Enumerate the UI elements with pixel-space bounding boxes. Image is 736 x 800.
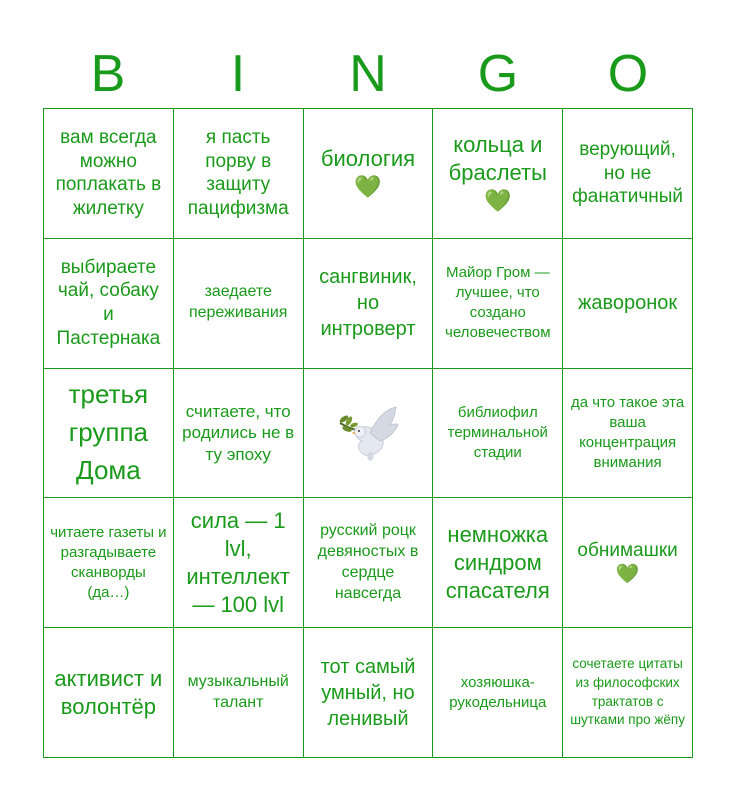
cell-text: выбираете чай, собаку и Пастернака: [56, 256, 161, 349]
cell-text: музыкальный талант: [187, 672, 289, 711]
bingo-cell[interactable]: [44, 239, 174, 369]
cell-text: верующий, но не фанатичный: [572, 138, 683, 208]
cell-text: обнимашки: [577, 540, 678, 562]
bingo-cell[interactable]: [44, 628, 174, 758]
cell-text: третья группа Дома: [68, 379, 149, 485]
header-letter-g: G: [477, 45, 519, 103]
bingo-header: [43, 40, 693, 108]
bingo-cell[interactable]: [433, 109, 563, 239]
cell-text: хозяюшка-рукодельница: [449, 673, 547, 711]
dove-with-olive-branch-icon: [336, 403, 400, 463]
bingo-cell[interactable]: [44, 109, 174, 239]
cell-text: библиофил терминальной стадии: [447, 404, 548, 461]
cell-text: читаете газеты и разгадываете сканворды (да…): [50, 523, 167, 601]
bingo-grid: [43, 108, 693, 758]
header-letter-i: I: [230, 45, 246, 103]
bingo-cell[interactable]: [304, 239, 434, 369]
header-letter-b: B: [90, 45, 126, 103]
bingo-cell[interactable]: [563, 369, 693, 499]
bingo-cell[interactable]: [304, 498, 434, 628]
cell-text: считаете, что родились не в ту эпоху: [182, 402, 295, 464]
cell-text: заедаете переживания: [188, 283, 288, 322]
cell-text: русский роцк девяностых в сердце навсегда: [317, 522, 419, 602]
bingo-cell[interactable]: [44, 498, 174, 628]
cell-text: сангвиник, но интроверт: [319, 266, 417, 341]
green-heart-icon: 💚: [484, 188, 512, 214]
bingo-cell[interactable]: [44, 369, 174, 499]
cell-text: сила — 1 lvl, интеллект — 100 lvl: [186, 507, 291, 617]
cell-text: сочетаете цитаты из философских трактатов с шутками про жёпу: [570, 655, 685, 728]
bingo-cell[interactable]: [174, 628, 304, 758]
bingo-cell[interactable]: [304, 109, 434, 239]
bingo-cell[interactable]: [174, 369, 304, 499]
bingo-cell[interactable]: [563, 628, 693, 758]
bingo-cell[interactable]: [563, 109, 693, 239]
bingo-cell[interactable]: [433, 498, 563, 628]
cell-text: да что такое эта ваша концентрация внимания: [570, 394, 685, 471]
cell-text: я пасть порву в защиту пацифизма: [187, 126, 289, 220]
bingo-cell[interactable]: [433, 369, 563, 499]
bingo-cell[interactable]: [174, 239, 304, 369]
bingo-cell[interactable]: [174, 109, 304, 239]
cell-text: кольца и браслеты: [448, 132, 547, 186]
bingo-cell[interactable]: [433, 628, 563, 758]
cell-text: Майор Гром — лучшее, что создано человечеством: [445, 264, 551, 342]
bingo-cell[interactable]: [174, 498, 304, 628]
free-space-cell[interactable]: [304, 369, 434, 499]
cell-text: биология: [320, 146, 416, 172]
green-heart-icon: 💚: [615, 563, 640, 585]
cell-text: жаворонок: [577, 292, 678, 315]
header-letter-n: N: [349, 45, 387, 103]
bingo-cell[interactable]: [563, 239, 693, 369]
header-letter-o: O: [607, 45, 649, 103]
bingo-cell[interactable]: [433, 239, 563, 369]
bingo-cell[interactable]: [304, 628, 434, 758]
cell-text: активист и волонтёр: [54, 665, 163, 719]
cell-text: немножка синдром спасателя: [445, 521, 550, 603]
cell-text: вам всегда можно поплакать в жилетку: [55, 126, 162, 220]
cell-text: тот самый умный, но ленивый: [320, 655, 416, 730]
green-heart-icon: 💚: [354, 174, 382, 200]
bingo-cell[interactable]: [563, 498, 693, 628]
